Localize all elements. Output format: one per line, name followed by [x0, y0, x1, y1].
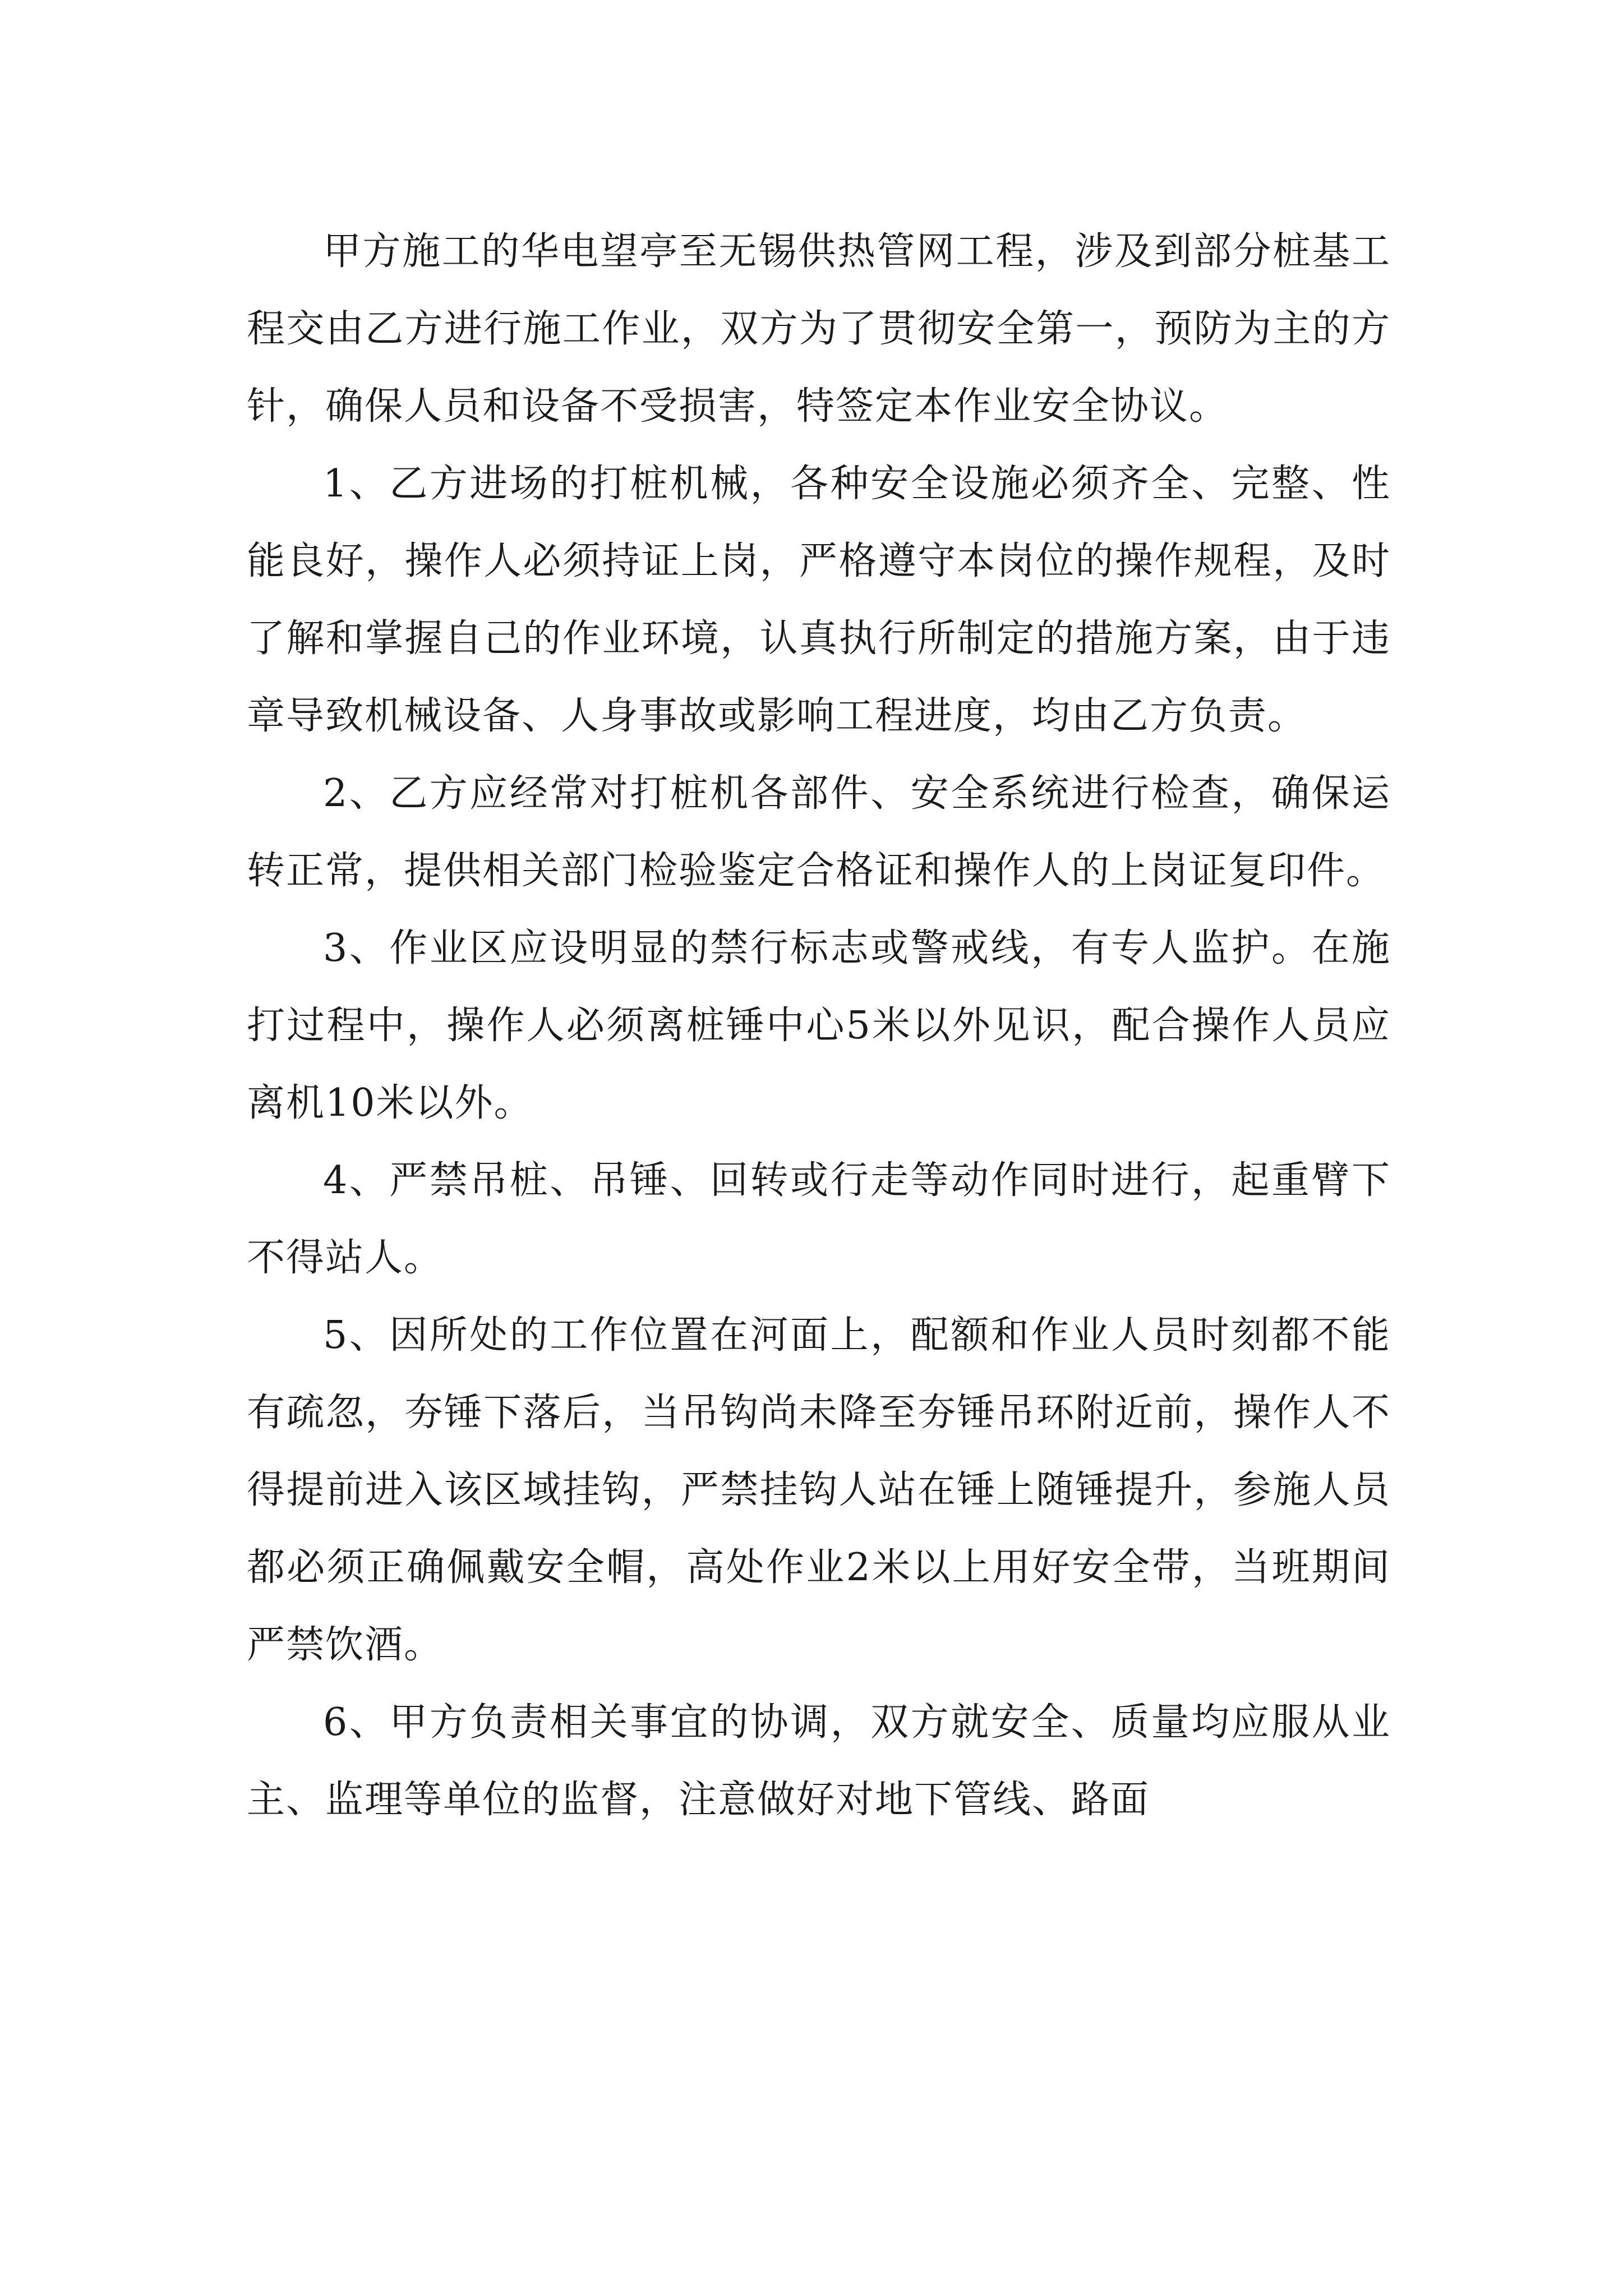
paragraph-clause-4: 4、严禁吊桩、吊锤、回转或行走等动作同时进行，起重臂下不得站人。	[247, 1158, 1391, 1280]
document-body	[247, 213, 1391, 1839]
paragraph-clause-6: 6、甲方负责相关事宜的协调，双方就安全、质量均应服从业主、监理等单位的监督，注意做好对地下管线、路面	[247, 1700, 1391, 1822]
paragraph-intro: 甲方施工的华电望亭至无锡供热管网工程，涉及到部分桩基工程交由乙方进行施工作业，双方为了贯彻安全第一，预防为主的方针，确保人员和设备不受损害，特签定本作业安全协议。	[247, 229, 1391, 429]
paragraph-clause-3: 3、作业区应设明显的禁行标志或警戒线，有专人监护。在施打过程中，操作人必须离桩锤中心5米以外见识，配合操作人员应离机10米以外。	[247, 926, 1391, 1125]
paragraph-clause-1: 1、乙方进场的打桩机械，各种安全设施必须齐全、完整、性能良好，操作人必须持证上岗，严格遵守本岗位的操作规程，及时了解和掌握自己的作业环境，认真执行所制定的措施方案，由于违章导致机械设备、人身事故或影响工程进度，均由乙方负责。	[247, 462, 1391, 738]
paragraph-clause-2: 2、乙方应经常对打桩机各部件、安全系统进行检查，确保运转正常，提供相关部门检验鉴定合格证和操作人的上岗证复印件。	[247, 771, 1391, 893]
paragraph-clause-5: 5、因所处的工作位置在河面上，配额和作业人员时刻都不能有疏忽，夯锤下落后，当吊钩尚未降至夯锤吊环附近前，操作人不得提前进入该区域挂钩，严禁挂钩人站在锤上随锤提升，参施人员都必须正确佩戴安全帽，高处作业2米以上用好安全带，当班期间严禁饮酒。	[247, 1313, 1391, 1667]
